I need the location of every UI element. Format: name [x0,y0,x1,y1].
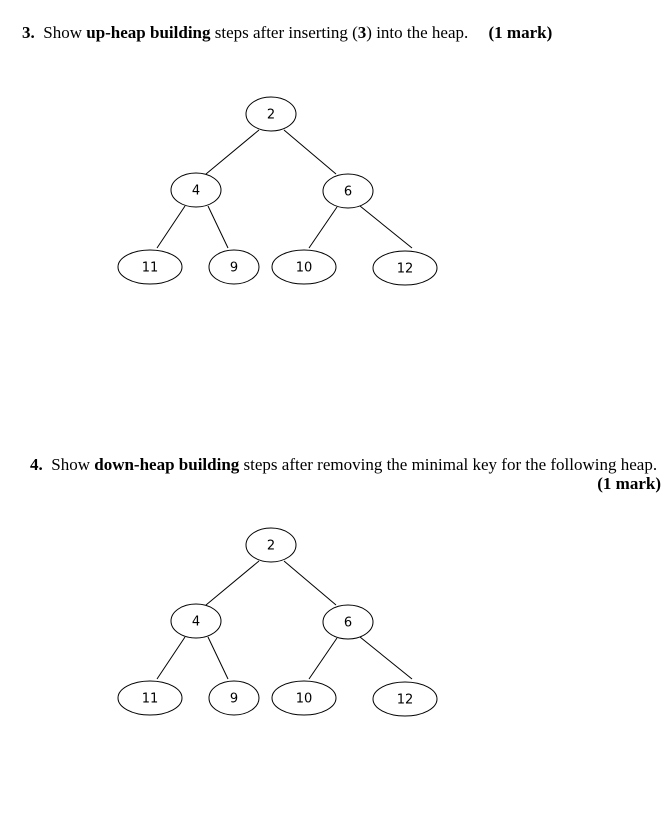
heap-2-node-left: 4 [191,614,201,630]
question-3-text-before: Show [43,23,82,42]
heap-1-node-right-left: 10 [295,260,313,276]
question-3-text-middle: steps after inserting ( [214,23,358,42]
heap-1-node-left-right: 9 [229,260,239,276]
heap-2-node-right-right: 12 [396,692,414,708]
heap-2-edge [157,637,185,679]
heap-2-edge [309,638,337,679]
heap-1-node-right: 6 [343,184,353,200]
heap-1-node-root: 2 [266,107,276,123]
heap-2 [118,528,437,716]
heap-1-edge [360,206,412,248]
heap-1-edge [157,206,185,248]
heap-2-node-left-left: 11 [141,691,159,707]
heap-2-node-right: 6 [343,615,353,631]
heap-1-edge [206,130,259,174]
question-3-number: 3. [22,23,35,42]
heap-1-node-left-left: 11 [141,260,159,276]
heap-2-node-left-right: 9 [229,691,239,707]
question-4-number: 4. [30,455,43,474]
heap-1-edge [309,207,337,248]
heap-2-edge [206,561,259,605]
question-4-text-before: Show [51,455,90,474]
heap-1-edge [208,206,228,248]
question-3-text-after: ) into the heap. [366,23,469,42]
heap-2-node-root: 2 [266,538,276,554]
heap-2-node-right-left: 10 [295,691,313,707]
heap-2-edge [208,637,228,679]
heap-1-node-right-right: 12 [396,261,414,277]
heap-1 [118,97,437,285]
heap-2-edge [360,637,412,679]
question-3-marks: (1 mark) [488,23,553,42]
question-3-bold-term: up-heap building [86,23,211,42]
question-4-bold-term: down-heap building [94,455,240,474]
heap-2-edge [284,561,336,605]
question-4-text-after: steps after removing the minimal key for the following heap. [243,455,658,474]
heap-1-node-left: 4 [191,183,201,199]
question-4-marks: (1 mark) [597,474,661,493]
question-3-inserted-key: 3 [357,23,367,42]
heap-1-edge [284,130,336,174]
